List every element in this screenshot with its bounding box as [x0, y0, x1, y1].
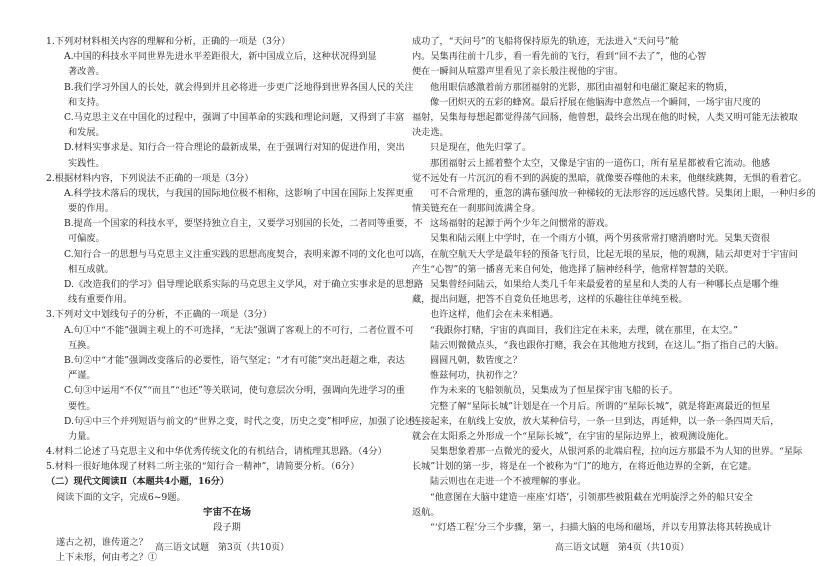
- text-line: 要性。: [68, 400, 96, 412]
- text-line: 觉不远处有一片沉沉的看不到的涡旋的黑暗，就像要吞噬他的未来，他继续跳舞，无惧的看着它。: [412, 172, 808, 184]
- poem-line: 遂古之初，谁传道之？: [56, 537, 148, 549]
- text-line: 便在一瞬间从喧嚣声里看见了亲长般注视他的宇宙。: [412, 66, 624, 78]
- text-line: 连接起来，在航线上安放，放大某种信号，一条一旦到达，再延伸，以一条一条四周天后，: [412, 415, 780, 427]
- text-line: 只是现在，他先归掌了。: [430, 142, 532, 154]
- text-line: 长城”计划的第一步，将是在一个被称为“门”的地方，在将近他边界的全新，在它建。: [412, 461, 757, 473]
- text-line: A.句①中“不能”强调主观上的不可选择，“无法”强调了客观上的不可行，二者位置不可: [64, 324, 414, 336]
- text-line: 惟兹何功，执初作之？: [430, 370, 522, 382]
- text-line: B.我们学习外国人的长处，就会得到并且必将进一步更广泛地得到世界各国人民的关注: [64, 81, 414, 93]
- text-line: 情美链充在一刹那间流满全身。: [412, 203, 541, 215]
- page-footer-left: 高三语文试题 第3页（共10页）: [155, 543, 290, 553]
- text-line: C.马克思主义在中国化的过程中，强调了中国革命的实践和理论问题，又得到了丰富: [64, 111, 405, 123]
- text-line: D.《改造我们的学习》倡导理论联系实际的马克思主义学风，对于确立实事求是的思想路: [64, 279, 424, 290]
- text-line: 也许这样，他们会在未来相遇。: [430, 309, 559, 321]
- text-line: 就会在太阳系之外形成一个“星际长城”，在宇宙的星际边界上，被观测设施化。: [412, 430, 734, 442]
- page-footer-right: 高三语文试题 第4页（共10页）: [555, 543, 690, 553]
- text-line: 成功了，“天问号”的飞船将保持原先的轨迹，无法进入“天问号”舱: [412, 36, 679, 47]
- text-line: 4.材料二论述了马克思主义和中华优秀传统文化的有机结合，请梳理其思路。（4分）: [46, 446, 387, 458]
- text-line: 这场福射的起源于两个少年之间惯常的游戏。: [430, 218, 614, 230]
- text-line: 实践性。: [68, 157, 105, 169]
- text-line: 完整了解“星际长城”计划是在一个月后。所谓的“星际长城”，就是将距离最近的恒星: [430, 400, 771, 412]
- text-line: 返航。: [412, 506, 440, 518]
- text-line: 高，在航空航天大学是最年轻的预备飞行员，比起无垠的星辰，他的观测，陆云却更对于宇宙问: [412, 248, 798, 260]
- text-line: 3.下列对文中划线句子的分析，不正确的一项是（3分）: [46, 309, 272, 321]
- text-line: 吴集想象着那一点微光的爱火，从银河系的北端启程，拉向远方那最不为人知的世界。“星际: [430, 446, 803, 458]
- text-line: D.句④中三个并列短语与前文的“世界之变，时代之变，历史之变”相呼应，加强了论述: [64, 415, 415, 427]
- text-line: 吴集曾经问陆云，如果给人类几千年来最爱着的星星和人类的人有一种哪长点是哪个维: [430, 279, 780, 290]
- text-line: 决走选。: [412, 127, 449, 139]
- text-line: 线有重要作用。: [68, 294, 133, 306]
- text-line: “‘灯塔工程’分三个步骤，第一，扫描大脑的电场和磁场，并以专用算法将其转换成计: [430, 522, 772, 533]
- text-line: B.句②中“才能”强调改变落后的必要性，语气坚定；“才有可能”突出赶超之难，表达: [64, 354, 405, 366]
- text-line: 可不合常理的，重忽的满布骚闯放一种梯较的无法形容的远远感代替。吴集闭上眼，一种归乡的: [430, 187, 816, 199]
- text-line: 像一团炽灭的五彩的蜂窝。最后抒展在他脑海中意然点一个瞬间，一场宇宙尺度的: [430, 96, 761, 108]
- story-author: 段子期: [213, 522, 241, 533]
- poem-line: 上下未形，何由考之？①: [56, 552, 158, 564]
- text-line: 圆圆凡朝，数皆度之？: [430, 354, 522, 366]
- text-line: 互换。: [68, 339, 96, 351]
- text-line: C.句③中运用“不仅”“而且”“也还”等关联词，使句意层次分明，强调向先进学习的重: [64, 385, 405, 397]
- text-line: 5.材料一很好地体现了材料二所主张的“知行合一精神”，请简要分析。（6分）: [46, 461, 360, 473]
- text-line: 力量。: [68, 430, 96, 442]
- text-line: “他意图在大脑中建造一座座‘灯塔’，引领那些被阻截在光明旋浮之外的船只安全: [430, 491, 753, 503]
- left-column: [46, 34, 424, 566]
- text-line: B.提高一个国家的科技水平，要坚持独立自主，又要学习别国的长处，二者同等重要，不: [64, 218, 423, 230]
- text-line: 产生“心智”的第一播喜无来自何处，他选择了脑神经科学，他常样智慧的关联。: [412, 263, 734, 275]
- text-line: 著改善。: [68, 66, 105, 78]
- text-line: 吴集和陆云刚上中学时，在一个雨方小镇，两个男孩常常打赌消磨时光。吴集天资很: [430, 233, 770, 245]
- text-line: 作为未来的飞船领航员，吴集成为了恒星探宇宙飞船的长子。: [430, 385, 679, 397]
- text-line: 陆云则也在走进一个不被理解的事业。: [430, 476, 587, 488]
- text-line: 藏，提出问题，把答不自竟负任地思考，这样的乐趣往往单纯至极。: [412, 294, 688, 306]
- right-column: [412, 34, 816, 535]
- section-heading: （二）现代文阅读Ⅱ（本题共4小题，16分）: [46, 476, 230, 488]
- text-line: 可偏废。: [68, 233, 105, 245]
- text-line: A.中国的科技水平同世界先进水平差距很大，新中国成立后，这种状况得到显: [64, 51, 377, 63]
- instruction-line: 阅读下面的文字，完成6~9题。: [56, 491, 186, 503]
- text-line: 福射，吴集每每想起都觉得荡气回肠，他曾想，最终会出现在他的时候，人类又明可能无法被取: [412, 111, 798, 123]
- text-line: A.科学技术落后的现状，与我国的国际地位极不相称，这影响了中国在国际上发挥更重: [64, 187, 414, 199]
- text-line: D.材料实事求是、知行合一符合理论的最新成果，在于强调行对知的促进作用，突出: [64, 142, 405, 154]
- text-line: 相互成就。: [68, 263, 114, 275]
- text-line: 陆云则微微点头，“我也跟你打赌，我会在其他地方找到，在这儿。”指了指自己的大脑。: [430, 339, 784, 351]
- text-line: 和发展。: [68, 127, 105, 139]
- story-title: 宇宙不在场: [203, 506, 251, 518]
- text-line: 他用眼信感激着前方那团福射的光影，那团由福射和电磁汇聚起来的物质，: [430, 81, 734, 93]
- text-line: 和支持。: [68, 96, 105, 108]
- text-line: C.知行合一的思想与马克思主义注重实践的思想高度契合，表明来源不同的文化也可以: [64, 248, 414, 260]
- text-line: 那团福射云上摇着整个太空，又像是宇宙的一道伤口，所有星星都被看它流动。他感: [430, 157, 770, 169]
- text-line: 2.根据材料内容，下列说法不正确的一项是（3分）: [46, 172, 254, 184]
- text-line: “我跟你打赌，宇宙的真面目，我们注定在未来，去理，就在那里，在太空。”: [430, 324, 738, 336]
- text-line: 严谨。: [68, 370, 96, 382]
- text-line: 内。吴集再往前十几步，看一看先前的飞行，看到“回不去了”，他的心智: [412, 51, 707, 63]
- text-line: 1.下列对材料相关内容的理解和分析，正确的一项是（3分）: [46, 36, 291, 47]
- text-line: 要的作用。: [68, 203, 114, 215]
